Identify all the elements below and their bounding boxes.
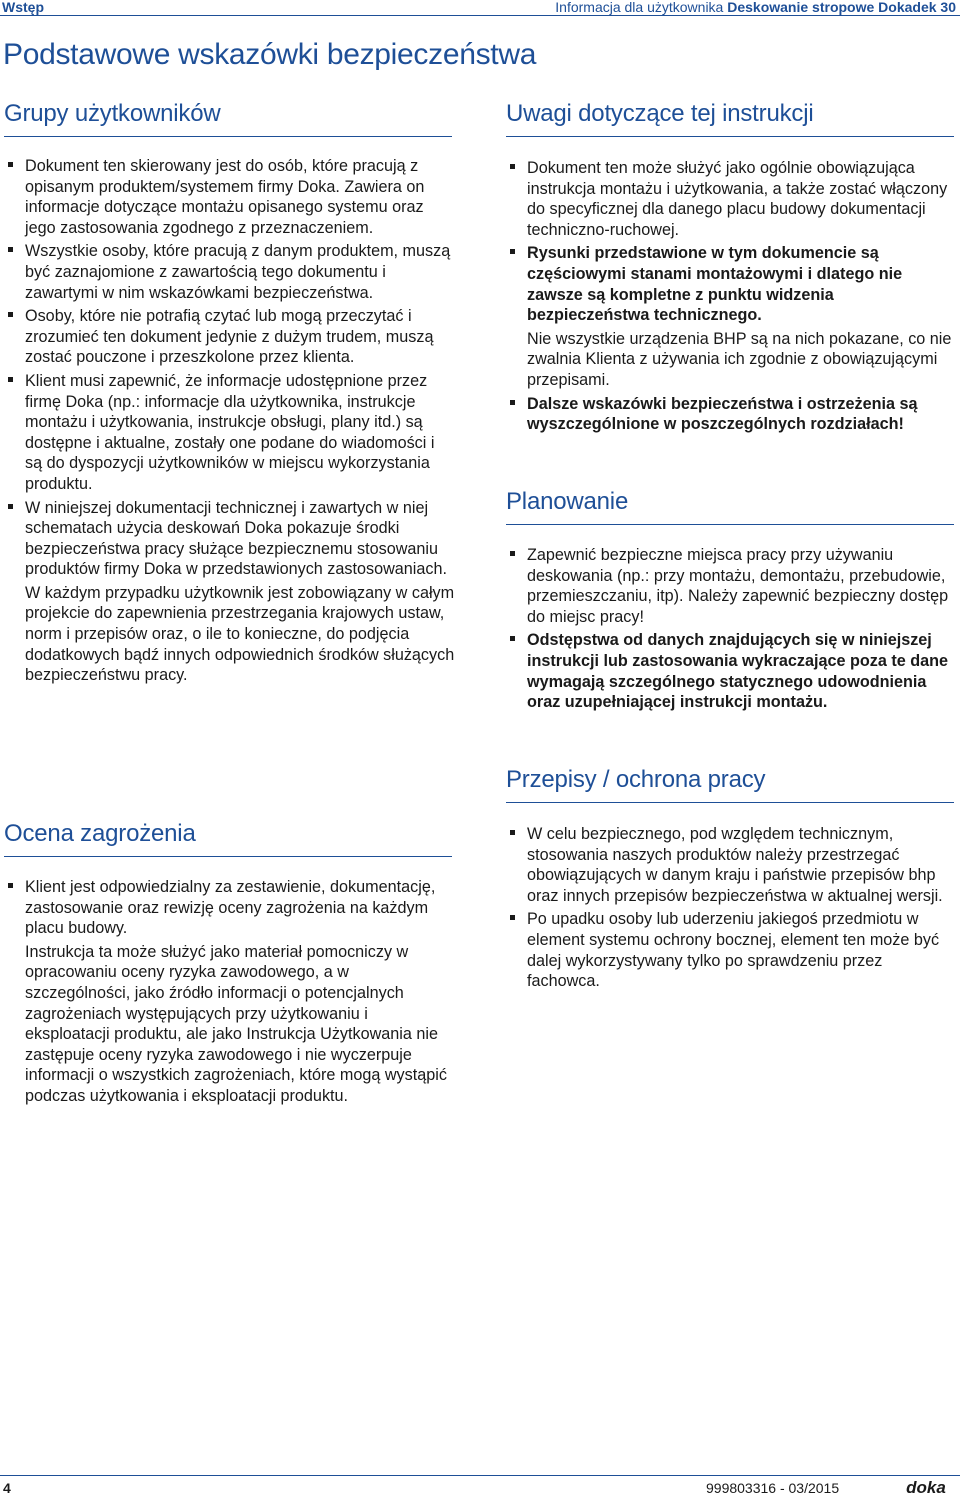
list-item: W niniejszej dokumentacji technicznej i zawartych w niej schematach użycia deskowań Doka pokazuje środki bezpieczeństwa pracy służące bezpiecznemu stosowaniu produktów firmy Doka w przedstawionych zastosowaniach. W każdym przypadku użytkownik jest zobowiązany w całym projekcie do zapewnienia przestrzegania krajowych ustaw, norm i przepisów oraz, o ile to konieczne, do podjęcia dodatkowych bądź innych odpowiednich środków służących bezpieczeństwu pracy. [4, 498, 456, 686]
heading-rule [506, 802, 954, 803]
logo-text: doka [906, 1478, 946, 1497]
document-number: 999803316 - 03/2015 [706, 1480, 840, 1496]
heading-rule [4, 136, 452, 137]
regulations-list [506, 824, 954, 995]
planning-list [506, 545, 954, 716]
user-groups-list [4, 156, 456, 689]
heading-user-groups: Grupy użytkowników [4, 100, 221, 127]
page-title: Podstawowe wskazówki bezpieczeństwa [3, 38, 537, 71]
heading-regulations: Przepisy / ochrona pracy [506, 766, 766, 793]
list-item: Klient jest odpowiedzialny za zestawienie, dokumentację, zastosowanie oraz rewizję oceny zagrożenia na każdym placu budowy. Instrukcja ta może służyć jako materiał pomocniczy w opracowaniu oceny ryzyka zawodowego, a w szczególności, jako źródło informacji o potencjalnych zagrożeniach występujących przy użytkowaniu i eksploatacji produktu, ale jako Instrukcja Użytkowania nie zastępuje oceny ryzyka zawodowego i nie wyczerpuje informacji o wszystkich zagrożeniach, które mogą wystąpić podczas użytkowania i eksploatacji produktu. [4, 877, 456, 1107]
page-number: 4 [3, 1480, 11, 1496]
list-item: Zapewnić bezpieczne miejsca pracy przy używaniu deskowania (np.: przy montażu, demontażu, przebudowie, przemieszczaniu, itp). Należy zapewnić bezpieczny dostęp do miejsc pracy! [506, 545, 954, 627]
risk-assessment-list [4, 877, 456, 1110]
heading-rule [506, 524, 954, 525]
list-item: Osoby, które nie potrafią czytać lub mogą przeczytać i zrozumieć ten dokument jedynie z dużym trudem, muszą zostać pouczone i przeszkolone przez klienta. [4, 306, 456, 368]
instruction-notes-list [506, 158, 954, 438]
heading-rule [4, 856, 452, 857]
list-item: W celu bezpiecznego, pod względem technicznym, stosowania naszych produktów należy przestrzegać obowiązujących w danym kraju i państwie przepisów bhp oraz innych przepisów bezpieczeństwa w aktualnej wersji. [506, 824, 954, 906]
page-footer [0, 1475, 960, 1500]
running-header [0, 0, 960, 16]
heading-planning: Planowanie [506, 488, 629, 515]
list-item: Wszystkie osoby, które pracują z danym produktem, muszą być zaznajomione z zawartością tego dokumentu i zawartymi w nim wskazówkami bezpieczeństwa. [4, 241, 456, 303]
heading-rule [506, 136, 954, 137]
heading-risk-assessment: Ocena zagrożenia [4, 820, 196, 847]
list-item: Klient musi zapewnić, że informacje udostępnione przez firmę Doka (np.: informacje dla użytkownika, instrukcje montażu i użytkowania, instrukcje obsługi, plany itd.) są dostępne i aktualne, zostały one podane do wiadomości i są do dyspozycji użytkowników w miejscu wykorzystania produktu. [4, 371, 456, 495]
list-item: Dalsze wskazówki bezpieczeństwa i ostrzeżenia są wyszczególnione w poszczególnych rozdziałach! [506, 394, 954, 435]
list-item: Odstępstwa od danych znajdujących się w niniejszej instrukcji lub zastosowania wykraczające poza te dane wymagają szczególnego statycznego udowodnienia oraz uzupełniającej instrukcji montażu. [506, 630, 954, 712]
list-item: Dokument ten skierowany jest do osób, które pracują z opisanym produktem/systemem firmy Doka. Zawiera on informacje dotyczące montażu opisanego systemu oraz jego zastosowania zgodnego z przeznaczeniem. [4, 156, 456, 238]
doka-logo [896, 1478, 956, 1498]
document-info [555, 0, 956, 15]
list-item: Po upadku osoby lub uderzeniu jakiegoś przedmiotu w element systemu ochrony bocznej, element ten może być dalej wykorzystywany tylko po sprawdzeniu przez fachowca. [506, 909, 954, 991]
list-item: Dokument ten może służyć jako ogólnie obowiązująca instrukcja montażu i użytkowania, a także zostać włączony do specyficznej dla danego placu budowy dokumentacji techniczno-ruchowej. [506, 158, 954, 240]
section-label: Wstęp [2, 0, 44, 15]
list-item: Rysunki przedstawione w tym dokumencie są częściowymi stanami montażowymi i dlatego nie zawsze są kompletne z punktu widzenia bezpieczeństwa technicznego. Nie wszystkie urządzenia BHP są na nich pokazane, co nie zwalnia Klienta z używania ich zgodnie z obowiązującymi przepisami. [506, 243, 954, 390]
info-product: Deskowanie stropowe Dokadek 30 [727, 0, 956, 15]
heading-instruction-notes: Uwagi dotyczące tej instrukcji [506, 100, 814, 127]
info-prefix: Informacja dla użytkownika [555, 0, 724, 15]
